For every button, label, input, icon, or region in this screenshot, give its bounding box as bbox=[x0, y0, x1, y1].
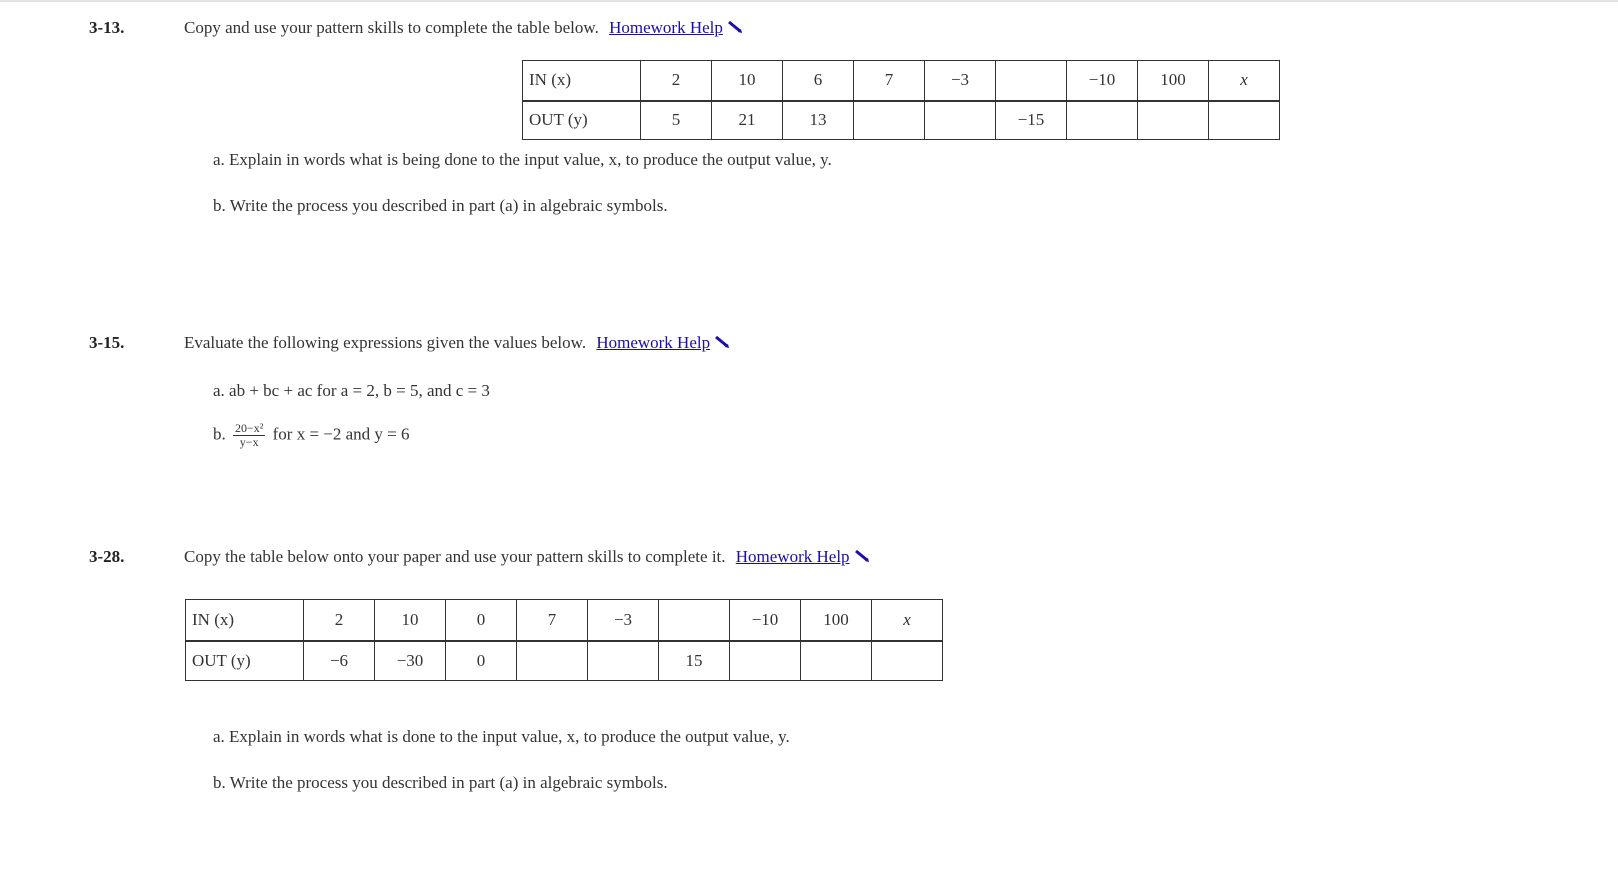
part-b bbox=[213, 196, 668, 216]
part-text: ab + bc + ac for a = 2, b = 5, and c = 3 bbox=[229, 381, 490, 400]
problem-stem bbox=[184, 18, 743, 38]
part-label: b. bbox=[213, 196, 226, 215]
table-cell: −10 bbox=[1067, 61, 1138, 101]
row-header-out: OUT (y) bbox=[186, 641, 304, 681]
table-cell bbox=[1138, 101, 1209, 140]
top-divider bbox=[0, 0, 1618, 2]
part-text: for x = −2 and y = 6 bbox=[272, 424, 410, 444]
table-cell bbox=[854, 101, 925, 140]
table-cell bbox=[730, 641, 801, 681]
table-row-out bbox=[523, 101, 1280, 140]
fraction-denominator: y−x bbox=[239, 435, 259, 449]
problem-number: 3-13. bbox=[89, 18, 125, 37]
part-text: Write the process you described in part (a) in algebraic symbols. bbox=[229, 773, 668, 792]
part-b bbox=[213, 422, 410, 449]
table-cell bbox=[1209, 101, 1280, 140]
problem-stem bbox=[184, 333, 730, 353]
table-cell: 100 bbox=[801, 600, 872, 641]
table-cell: 7 bbox=[854, 61, 925, 101]
part-text: Write the process you described in part (a) in algebraic symbols. bbox=[229, 196, 668, 215]
part-label: a. bbox=[213, 381, 225, 400]
table-cell: x bbox=[1209, 61, 1280, 101]
table-cell: −10 bbox=[730, 600, 801, 641]
problem-stem bbox=[184, 547, 870, 567]
fraction-numerator: 20−x² bbox=[235, 421, 264, 435]
problem-number: 3-15. bbox=[89, 333, 125, 352]
problem-stem-text: Copy the table below onto your paper and use your pattern skills to complete it. bbox=[184, 547, 726, 566]
table-cell bbox=[659, 600, 730, 641]
homework-help-label: Homework Help bbox=[596, 333, 711, 352]
in-out-table bbox=[522, 60, 1280, 140]
table-cell: 2 bbox=[641, 61, 712, 101]
table-cell bbox=[517, 641, 588, 681]
pencil-icon bbox=[727, 20, 743, 34]
problem-stem-text: Copy and use your pattern skills to complete the table below. bbox=[184, 18, 599, 37]
homework-help-link[interactable] bbox=[609, 18, 743, 37]
homework-help-label: Homework Help bbox=[735, 547, 850, 566]
table-cell: 10 bbox=[712, 61, 783, 101]
part-a bbox=[213, 727, 790, 747]
table-cell bbox=[872, 641, 943, 681]
part-a bbox=[213, 381, 490, 401]
part-label: a. bbox=[213, 150, 225, 169]
table-cell: 2 bbox=[304, 600, 375, 641]
fraction bbox=[233, 422, 265, 449]
table-cell: −3 bbox=[588, 600, 659, 641]
part-label: b. bbox=[213, 773, 226, 792]
table-cell bbox=[801, 641, 872, 681]
row-header-out: OUT (y) bbox=[523, 101, 641, 140]
table-cell: −6 bbox=[304, 641, 375, 681]
table-cell: x bbox=[872, 600, 943, 641]
table-cell: −15 bbox=[996, 101, 1067, 140]
table-row-out bbox=[186, 641, 943, 681]
table-cell: 15 bbox=[659, 641, 730, 681]
table-cell: 21 bbox=[712, 101, 783, 140]
part-text: Explain in words what is done to the input value, x, to produce the output value, y. bbox=[229, 727, 790, 746]
row-header-in: IN (x) bbox=[523, 61, 641, 101]
problem-number: 3-28. bbox=[89, 547, 125, 566]
part-label: a. bbox=[213, 727, 225, 746]
table-row-in bbox=[523, 61, 1280, 101]
table-row-in bbox=[186, 600, 943, 641]
table-cell bbox=[996, 61, 1067, 101]
table-cell: 10 bbox=[375, 600, 446, 641]
table-cell: 0 bbox=[446, 641, 517, 681]
table-cell: 13 bbox=[783, 101, 854, 140]
table-cell: 7 bbox=[517, 600, 588, 641]
row-header-in: IN (x) bbox=[186, 600, 304, 641]
part-text: Explain in words what is being done to the input value, x, to produce the output value, y. bbox=[229, 150, 832, 169]
table-cell: 5 bbox=[641, 101, 712, 140]
table-cell: 6 bbox=[783, 61, 854, 101]
table-cell: −30 bbox=[375, 641, 446, 681]
homework-help-link[interactable] bbox=[596, 333, 730, 352]
table-cell bbox=[1067, 101, 1138, 140]
problem-stem-text: Evaluate the following expressions given the values below. bbox=[184, 333, 587, 352]
table-cell bbox=[588, 641, 659, 681]
table-cell: 0 bbox=[446, 600, 517, 641]
in-out-table bbox=[185, 599, 943, 681]
pencil-icon bbox=[854, 549, 870, 563]
part-b bbox=[213, 773, 668, 793]
pencil-icon bbox=[714, 335, 730, 349]
part-a bbox=[213, 150, 832, 170]
part-label: b. bbox=[213, 424, 226, 444]
table-cell: 100 bbox=[1138, 61, 1209, 101]
homework-help-label: Homework Help bbox=[609, 18, 723, 37]
table-cell bbox=[925, 101, 996, 140]
homework-help-link[interactable] bbox=[736, 547, 870, 566]
table-cell: −3 bbox=[925, 61, 996, 101]
